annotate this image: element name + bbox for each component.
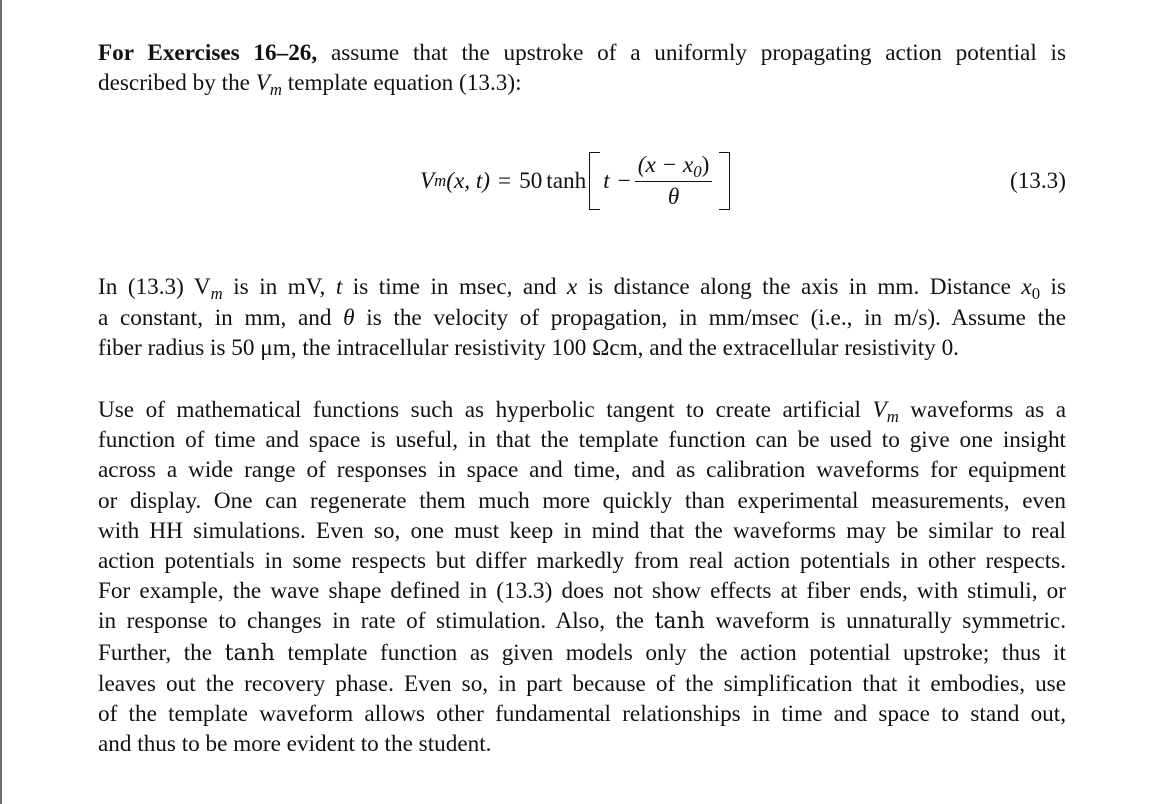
variables-line-3: fiber radius is 50 μm, the intracellular resistivity 100 Ωcm, and the extracellular resistivity 0. <box>98 334 959 361</box>
discussion-line-7: For example, the wave shape defined in (13.3) does not show effects at fiber ends, with stimuli, or <box>98 578 1066 605</box>
discussion-line-10: leaves out the recovery phase. Even so, in part because of the simplification that it embodies, use <box>98 670 1066 697</box>
discussion-line-8: in response to changes in rate of stimulation. Also, the tanh waveform is unnaturally symmetric. <box>98 608 1066 635</box>
discussion-line-9: Further, the tanh template function as given models only the action potential upstroke; thus it <box>98 639 1066 666</box>
fraction <box>635 152 713 211</box>
intro-line-1: For Exercises 16–26, assume that the upstroke of a uniformly propagating action potential is <box>98 40 1066 66</box>
variables-line-1: In (13.3) $V_m$ is in mV, t is time in msec, and x is distance along the axis in mm. Distance $x_0$ is <box>98 274 1066 304</box>
discussion-paragraph <box>98 395 1066 759</box>
exercise-heading: For Exercises 16–26, <box>98 40 318 66</box>
left-bracket <box>589 152 600 210</box>
equation-number: (13.3) <box>1009 168 1066 195</box>
page-left-edge <box>0 0 2 804</box>
fraction-denominator: θ <box>667 183 680 210</box>
discussion-line-5: with HH simulations. Even so, one must keep in mind that the waveforms may be similar to real <box>98 517 1066 544</box>
discussion-line-3: across a wide range of responses in space and time, and as calibration waveforms for equipment <box>98 457 1066 484</box>
variables-paragraph <box>98 272 1066 363</box>
fraction-numerator: $(x - x_0)$ <box>635 152 713 182</box>
discussion-line-6: action potentials in some respects but differ markedly from real action potentials in other respects. <box>98 548 1066 575</box>
discussion-line-2: function of time and space is useful, in that the template function can be used to give one insight <box>98 427 1066 454</box>
discussion-line-4: or display. One can regenerate them much more quickly than experimental measurements, even <box>98 487 1066 514</box>
exercise-intro-paragraph <box>98 38 1066 98</box>
right-bracket <box>719 152 730 210</box>
discussion-line-12: and thus to be more evident to the student. <box>98 731 492 758</box>
variables-line-2: a constant, in mm, and θ is the velocity of propagation, in mm/msec (i.e., in m/s). Assume the <box>98 304 1066 331</box>
equation-13-3 <box>98 118 1066 236</box>
discussion-line-1: Use of mathematical functions such as hyperbolic tangent to create artificial $V_m$ waveforms as a <box>98 397 1066 427</box>
discussion-line-11: of the template waveform allows other fundamental relationships in time and space to stand out, <box>98 701 1066 728</box>
intro-line-2: described by the $V_m$ template equation (13.3): <box>98 70 522 100</box>
equation-body: V m (x, t) = 50 tanh t − $\frac{(x - x_0)}{\theta}$ <box>420 126 733 236</box>
document-page <box>98 38 1066 759</box>
